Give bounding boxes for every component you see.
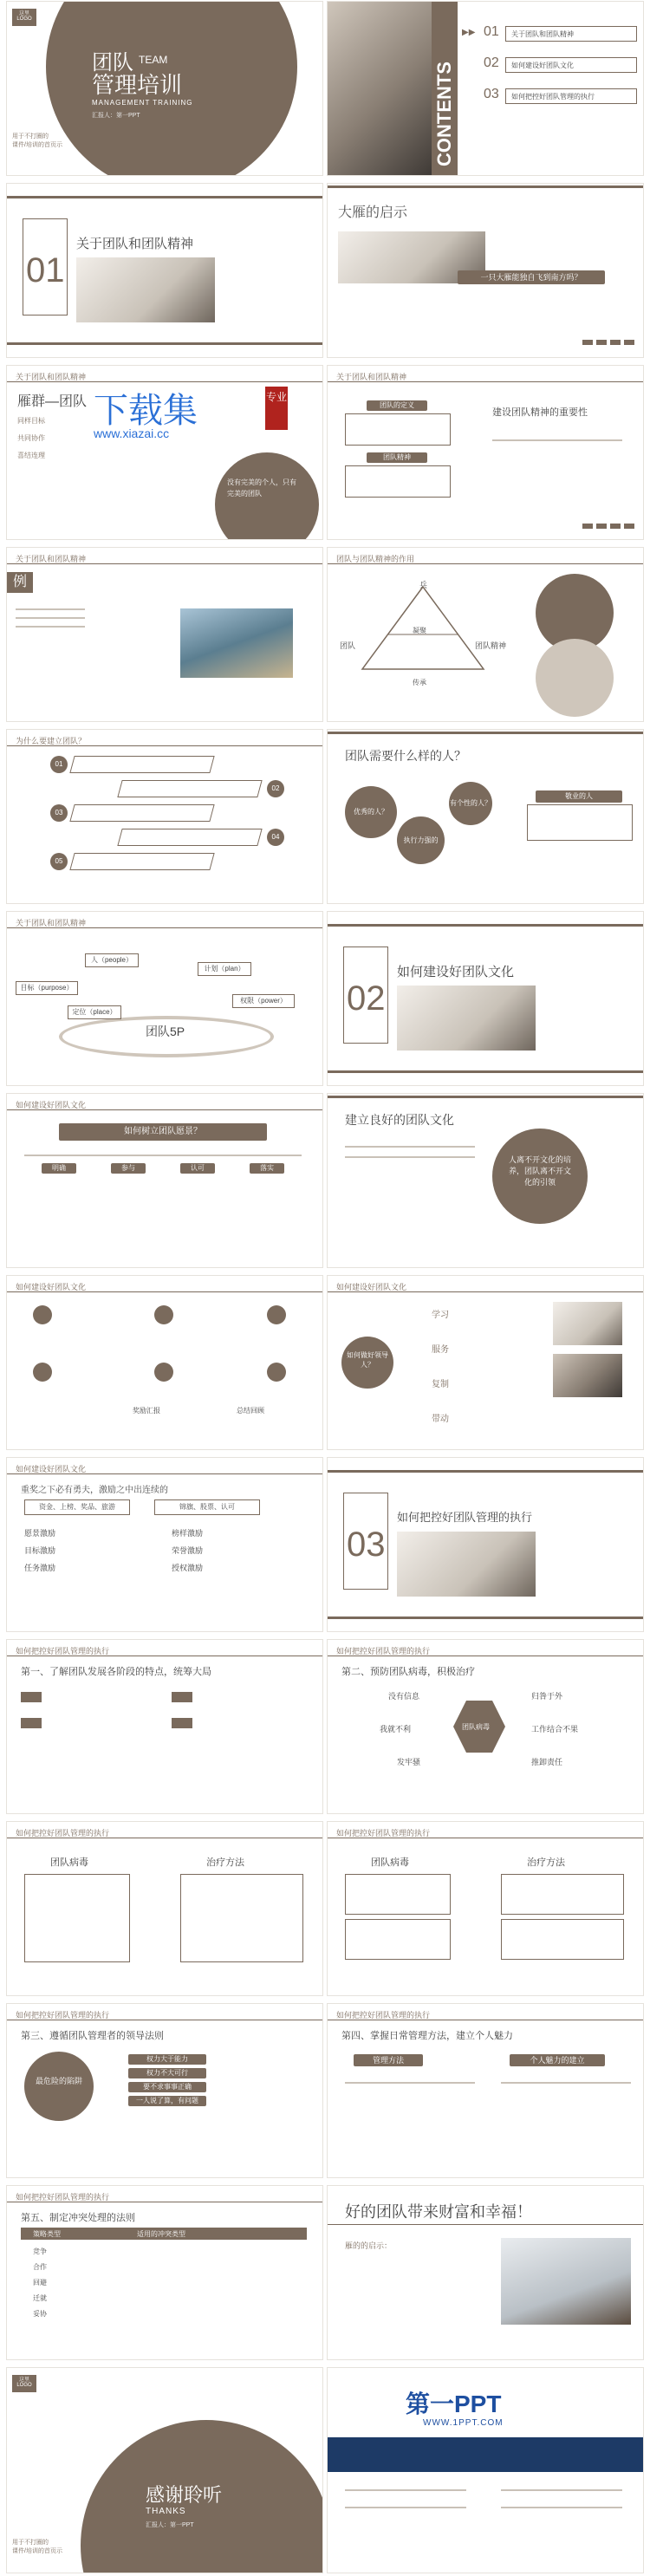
slide-tag: 如何把控好团队管理的执行 (336, 2011, 431, 2020)
spirit-box (345, 465, 451, 498)
left-2: 目标激励 (24, 1546, 56, 1555)
rule-3: 要不求事事正确 (128, 2082, 206, 2092)
seal-stamp: 专业 (265, 387, 288, 430)
right-1: 榜样激励 (172, 1529, 204, 1538)
link-line (345, 2489, 466, 2491)
slide-tag: 如何建设好团队文化 (16, 1101, 87, 1109)
top-rule (7, 745, 322, 746)
arrow-icon: ▶▶ (462, 28, 476, 37)
note1: 用于不打圈的 (12, 133, 49, 140)
row-label-2: 共同协作 (17, 434, 45, 442)
slide-tag: 如何建设好团队文化 (16, 1465, 87, 1473)
slide-conflict[interactable] (7, 2186, 322, 2359)
slide-title: 团队需要什么样的人？ (345, 749, 466, 763)
text-line (16, 617, 85, 619)
slide-example[interactable] (7, 548, 322, 721)
top-rule (328, 1096, 643, 1098)
subtitle: MANAGEMENT TRAINING (92, 99, 193, 107)
rule-1: 权力大于能力 (128, 2054, 206, 2065)
top-rule (328, 563, 643, 564)
top-rule (7, 1291, 322, 1292)
bottom-label: 传承 (413, 679, 426, 686)
slide-title: 好的团队带来财富和幸福！ (345, 2203, 532, 2221)
step-execute: 落实 (250, 1163, 284, 1174)
slide-title: 大雁的启示 (338, 205, 408, 220)
label-place: 定位（place） (68, 1005, 121, 1019)
step-5: 05 (50, 853, 68, 870)
note1: 用于不打圈的 (12, 2540, 49, 2546)
virus-panel (24, 1874, 130, 1962)
stripes (582, 524, 634, 529)
vision-banner: 如何树立团队愿景？ (59, 1123, 267, 1141)
step-box-3 (69, 804, 214, 822)
virus-panel-a (345, 1874, 451, 1915)
pill-definition: 团队的定义 (367, 400, 427, 411)
row-accommodate: 迁就 (33, 2294, 47, 2302)
center-label: 团队5P (146, 1025, 185, 1038)
slide-who-needed[interactable] (328, 730, 643, 903)
slide-title: 第一、了解团队发展各阶段的特点，统筹大局 (21, 1667, 211, 1677)
stage-tag-4 (172, 1718, 192, 1728)
coast-photo (180, 608, 293, 678)
top-rule (7, 927, 322, 928)
item-serve: 服务 (432, 1345, 449, 1355)
step-1: 01 (50, 756, 68, 773)
section-title: 如何把控好团队管理的执行 (397, 1511, 533, 1524)
caption-banner: 一只大雁能独自飞到南方吗？ (458, 270, 605, 284)
item-num-1: 01 (484, 24, 499, 39)
slide-team-5p[interactable] (7, 912, 322, 1085)
slide-culture-elements[interactable] (7, 1276, 322, 1449)
text-line (345, 2082, 475, 2084)
slide-tag: 关于团队和团队精神 (16, 555, 87, 563)
slide-tag: 团队与团队精神的作用 (336, 555, 415, 563)
title-cn1: 团队 (92, 51, 133, 75)
text-line (16, 608, 85, 610)
culture-quote: 人离不开文化的培养，团队离不开文化的引领 (508, 1155, 571, 1187)
icon-circle-5 (154, 1363, 173, 1382)
logo: 这里LOGO (12, 9, 36, 26)
slide-title: 第五、制定冲突处理的法则 (21, 2213, 135, 2223)
logo: 这里LOGO (12, 2375, 36, 2392)
header-cure: 治疗方法 (206, 1857, 244, 1868)
thanks-en: THANKS (146, 2507, 186, 2516)
right-2: 荣誉激励 (172, 1546, 204, 1555)
title-cn2: 管理培训 (92, 72, 183, 98)
row-avoid: 回避 (33, 2279, 47, 2287)
timeline (24, 1155, 302, 1156)
item-num-2: 02 (484, 55, 499, 70)
right-label: 团队精神 (475, 641, 507, 650)
step-4: 04 (267, 829, 284, 846)
thanks-title: 感谢聆听 (146, 2484, 223, 2506)
slide-tag: 如何建设好团队文化 (336, 1283, 407, 1291)
step-clear: 明确 (42, 1163, 76, 1174)
trap-circle (24, 2052, 94, 2121)
bottom-rule (328, 1070, 643, 1073)
slide-stages[interactable] (7, 1640, 322, 1813)
slide-tag: 如何把控好团队管理的执行 (16, 2193, 110, 2202)
step-box-5 (69, 853, 214, 870)
virus-center: 团队病毒 (462, 1723, 490, 1731)
link-line (501, 2507, 622, 2508)
slide-incentive[interactable] (7, 1458, 322, 1631)
top-rule (7, 563, 322, 564)
presenter: 汇报人：第一PPT (146, 2522, 194, 2528)
title-rule (328, 2224, 643, 2225)
virus-6: 推卸责任 (531, 1758, 563, 1766)
cure-panel (180, 1874, 303, 1962)
note2: 课件/培训的首页示 (12, 2548, 62, 2554)
example-label: 例 (7, 572, 33, 593)
text-line (501, 2082, 631, 2084)
top-rule (7, 1473, 322, 1474)
top-rule (328, 732, 643, 734)
brand-url: WWW.1PPT.COM (423, 2418, 504, 2428)
slide-geese-team[interactable] (7, 366, 322, 539)
slide-team-virus[interactable] (328, 1640, 643, 1813)
middle-label: 凝聚 (413, 627, 426, 634)
top-rule (7, 1109, 322, 1110)
brand-logo: 第一PPT (406, 2391, 502, 2417)
note2: 课件/培训的首页示 (12, 142, 62, 148)
item-lead: 带动 (432, 1415, 449, 1424)
slide-management[interactable] (328, 2004, 643, 2177)
stage-tag-1 (21, 1692, 42, 1702)
header-charisma: 个人魅力的建立 (510, 2054, 605, 2066)
stage-tag-3 (172, 1692, 192, 1702)
slide-vision[interactable] (7, 1094, 322, 1267)
bubble-personality: 有个性的人？ (449, 782, 492, 825)
section-number: 03 (347, 1525, 386, 1564)
label-people: 人（people） (85, 953, 139, 967)
item-copy: 复制 (432, 1380, 449, 1389)
brand-banner (328, 2437, 643, 2472)
row-cooperate: 合作 (33, 2263, 47, 2271)
contents-item-3[interactable]: 如何把控好团队管理的执行 (505, 88, 637, 104)
stage-tag-2 (21, 1718, 42, 1728)
apex-label: 兵 (419, 581, 428, 589)
row-label-3: 喜结连理 (17, 452, 45, 459)
slide-triangle[interactable] (328, 548, 643, 721)
icon-circle-1 (33, 1305, 52, 1324)
col-type: 适用的冲突类型 (137, 2230, 185, 2238)
presenter: 汇报人：第一PPT (92, 113, 140, 119)
item-num-3: 03 (484, 87, 499, 101)
section-title: 关于团队和团队精神 (76, 237, 194, 251)
slide-good-culture[interactable] (328, 1094, 643, 1267)
text-line (16, 626, 85, 628)
top-rule (7, 381, 322, 382)
contents-item-2[interactable]: 如何建设好团队文化 (505, 57, 637, 73)
label-review: 总结回顾 (237, 1407, 264, 1415)
step-box-2 (117, 780, 262, 797)
cure-panel-a (501, 1874, 624, 1915)
bottom-rule (328, 1617, 643, 1619)
slide-title: 雁群—团队 (17, 394, 88, 409)
slide-leader[interactable] (328, 1276, 643, 1449)
top-rule (328, 1291, 643, 1292)
slide-title: 建立良好的团队文化 (345, 1113, 454, 1127)
left-1: 愿景激励 (24, 1529, 56, 1538)
row-compete: 竞争 (33, 2247, 47, 2255)
header-cure: 治疗方法 (527, 1857, 565, 1868)
watermark-url: www.xiazai.cc (94, 426, 170, 440)
trap-text: 最危险的陷阱 (35, 2077, 82, 2085)
slide-good-team[interactable] (328, 2186, 643, 2359)
laptop-photo (328, 2, 432, 175)
cure-panel-b (501, 1919, 624, 1960)
slide-tag: 如何把控好团队管理的执行 (336, 1647, 431, 1656)
virus-5: 工作结合不果 (531, 1725, 579, 1734)
section-title: 如何建设好团队文化 (397, 965, 515, 979)
dedicated-box (527, 804, 633, 841)
left-label: 团队 (340, 641, 356, 650)
left-3: 任务激励 (24, 1564, 56, 1572)
header-methods: 管理方法 (354, 2054, 423, 2066)
icon-circle-4 (33, 1363, 52, 1382)
virus-1: 没有信息 (388, 1692, 420, 1701)
icon-circle-6 (267, 1363, 286, 1382)
icon-circle-2 (154, 1305, 173, 1324)
virus-3: 发牢骚 (397, 1758, 421, 1766)
slide-virus-cure-2[interactable] (328, 1822, 643, 1995)
section-number: 02 (347, 979, 386, 1018)
virus-panel-b (345, 1919, 451, 1960)
slide-tag: 关于团队和团队精神 (16, 919, 87, 927)
top-rule (7, 196, 322, 198)
virus-4: 归咎于外 (531, 1692, 563, 1701)
slide-cover[interactable] (7, 2, 322, 175)
slide-title: 第二、预防团队病毒，积极治疗 (341, 1667, 475, 1677)
reward-right: 锦旗、股票、认可 (154, 1499, 260, 1515)
row-label-1: 同样目标 (17, 417, 45, 425)
label-reward: 奖励汇报 (133, 1407, 160, 1415)
title-en1: TEAM (139, 54, 168, 66)
slide-tag: 如何建设好团队文化 (16, 1283, 87, 1291)
step-accept: 认可 (180, 1163, 215, 1174)
text-line (345, 1156, 475, 1158)
step-box-1 (69, 756, 214, 773)
leader-question: 如何做好领导人？ (347, 1351, 388, 1369)
slide-title: 第三、遵循团队管理者的领导法则 (21, 2031, 164, 2041)
text-line (345, 1146, 475, 1148)
watermark-text: 下载集 (94, 392, 198, 430)
slide-tag: 如何把控好团队管理的执行 (16, 1647, 110, 1656)
top-rule (328, 1470, 643, 1473)
link-line (345, 2507, 466, 2508)
bubble-executor: 执行力强的人？ (397, 816, 445, 864)
divider (492, 439, 622, 441)
step-box-4 (117, 829, 262, 846)
desk-photo (397, 986, 536, 1051)
link-line (501, 2489, 622, 2491)
slide-geese[interactable] (328, 184, 643, 357)
top-rule (328, 185, 643, 188)
pill-spirit: 团队精神 (367, 452, 427, 463)
slide-tag: 如何把控好团队管理的执行 (336, 1829, 431, 1838)
slide-tag: 关于团队和团队精神 (16, 373, 87, 381)
label-power: 权限（power） (232, 994, 295, 1008)
lower-circle (536, 639, 614, 717)
slide-section-02[interactable] (328, 912, 643, 1085)
slide-virus-cure-1[interactable] (7, 1822, 322, 1995)
contents-item-1[interactable]: 关于团队和团队精神 (505, 26, 637, 42)
definition-box (345, 413, 451, 446)
bottom-rule (7, 342, 322, 345)
row-compromise: 妥协 (33, 2310, 47, 2318)
header-virus: 团队病毒 (371, 1857, 409, 1868)
icon-circle-3 (267, 1305, 286, 1324)
incentive-quote: 重奖之下必有勇夫，激励之中出连续的 (21, 1486, 168, 1495)
virus-2: 我就不利 (380, 1725, 412, 1734)
dogs-photo (501, 2238, 631, 2325)
photo-2 (553, 1354, 622, 1397)
step-3: 03 (50, 804, 68, 822)
slide-thanks[interactable] (7, 2368, 322, 2573)
section-number: 01 (26, 251, 65, 289)
slide-section-01[interactable] (7, 184, 322, 357)
reward-left: 资金、上榜、奖品、旅游 (24, 1499, 130, 1515)
slide-brand[interactable] (328, 2368, 643, 2573)
desk-photo (397, 1532, 536, 1597)
slide-title: 第四、掌握日常管理方法，建立个人魅力 (341, 2031, 513, 2041)
top-rule (328, 381, 643, 382)
col-strategy: 策略类型 (33, 2230, 61, 2238)
label-purpose: 目标（purpose） (16, 981, 78, 995)
slide-team-spirit[interactable] (328, 366, 643, 539)
slide-leader-rules[interactable] (7, 2004, 322, 2177)
slide-tag: 为什么要建立团队？ (16, 737, 87, 745)
slide-tag: 如何把控好团队管理的执行 (16, 2011, 110, 2020)
stripes (582, 340, 634, 345)
item-learn: 学习 (432, 1311, 449, 1320)
top-rule (328, 924, 643, 927)
slide-tag: 如何把控好团队管理的执行 (16, 1829, 110, 1838)
slide-tag: 关于团队和团队精神 (336, 373, 407, 381)
photo-1 (553, 1302, 622, 1345)
desk-photo (76, 257, 215, 322)
step-2: 02 (267, 780, 284, 797)
rule-4: 一人说了算，有问题 (128, 2096, 206, 2106)
contents-label: CONTENTS (433, 62, 455, 166)
right-title: 建设团队精神的重要性 (492, 407, 588, 418)
quote-text: 没有完美的个人，只有完美的团队 (227, 478, 296, 498)
rule-2: 权力不大可行 (128, 2068, 206, 2078)
slide-why-team[interactable] (7, 730, 322, 903)
pill-dedicated: 敬业的人 (536, 790, 622, 803)
slide-section-03[interactable] (328, 1458, 643, 1631)
header-virus: 团队病毒 (50, 1857, 88, 1868)
label-plan: 计划（plan） (198, 962, 251, 976)
slide-contents[interactable] (328, 2, 643, 175)
right-3: 授权激励 (172, 1564, 204, 1572)
bubble-excellent: 优秀的人？ (345, 786, 397, 838)
step-join: 参与 (111, 1163, 146, 1174)
subtitle: 雁的的启示： (345, 2241, 393, 2250)
